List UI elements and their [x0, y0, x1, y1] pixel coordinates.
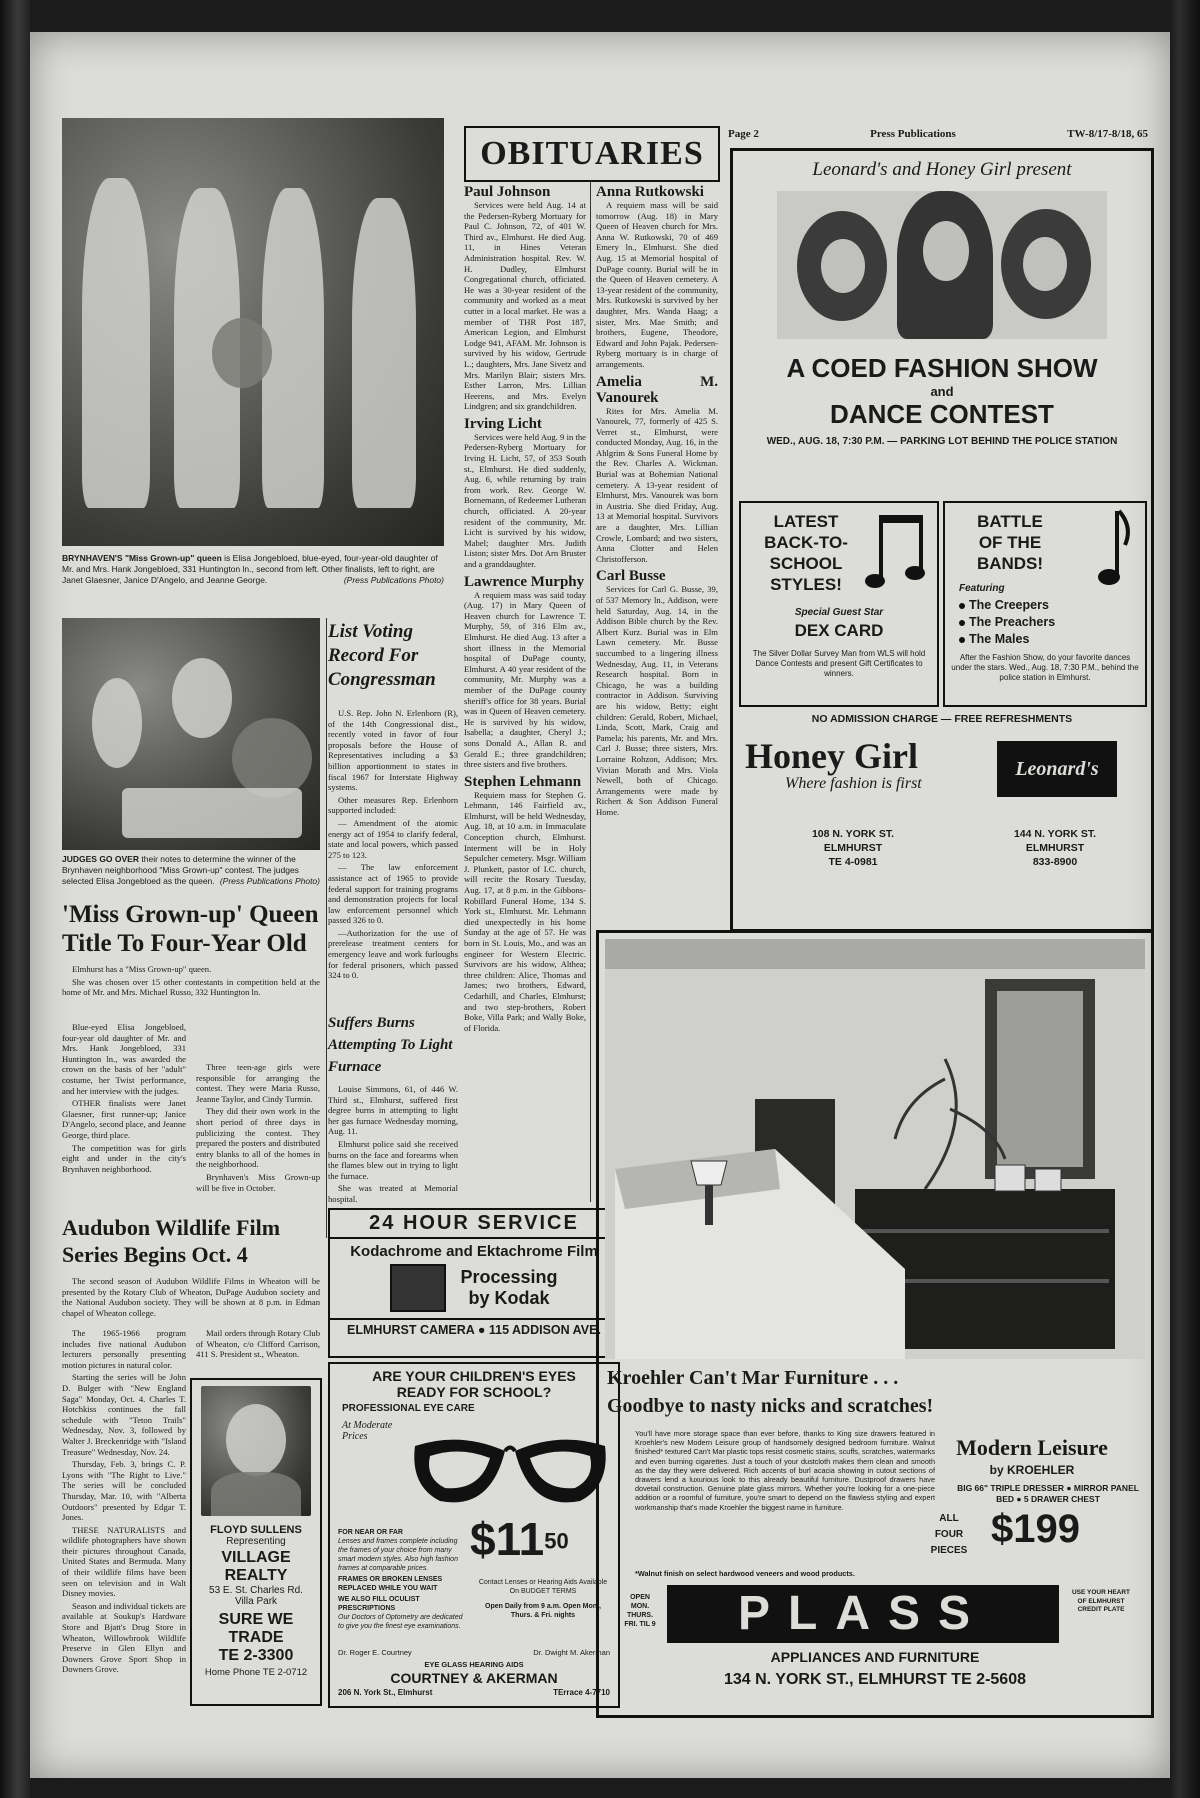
eyes-sub: PROFESSIONAL EYE CARE — [342, 1403, 475, 1414]
eyes-firm: COURTNEY & AKERMAN — [390, 1670, 558, 1686]
audubon-col1 — [62, 1328, 186, 1677]
plass-pieces: PIECES — [930, 1545, 968, 1556]
obit-text: Services were held Aug. 14 at the Pedersen-Ryberg Mortuary for Paul C. Johnson, 72, of 401 W. Third av., Elmhurst. He died Aug. 11, in Hines Veteran Administration hospital. Rev. W. H. Dudley, Elmhurst Congregational church, officiated. He was a 30-year resident of the community and worked as a meat cutter in a local market. He was a member of THR Post 187, American Legion, and Elmhurst Lodge 941, AFAM. Mr. Johnson is survived by his widow, Gertrude L.; daughters, Mrs. Jane Sivetz and Mrs. Marilyn Blair; sisters Mrs. Esther Larron, Mrs. Lillian Heerens, and Mrs. Evelyn Lindgren; and six grandchildren. — [464, 200, 586, 412]
realty-slogan: SURE WE TRADE — [218, 1611, 294, 1646]
honey-girl-logo — [745, 737, 965, 793]
fashion-and: and — [930, 384, 954, 399]
plass-price: $199 — [991, 1507, 1080, 1551]
store2-city: ELMHURST — [1025, 842, 1085, 854]
obit-name: Carl Busse — [596, 568, 666, 585]
eyes-address: 206 N. York St., Elmhurst — [338, 1688, 433, 1697]
judges-photo-credit: (Press Publications Photo) — [219, 876, 320, 886]
voting-para: U.S. Rep. John N. Erlenborn (R), of the 14th Congressional dist., recently voted in favor of four proposals before the House of Representatives including a $3 billion apportionment to states in fiscal 1967 for Interstate Highway systems. — [328, 708, 458, 793]
camera-line2: Processing — [460, 1267, 558, 1287]
queen-caption — [62, 553, 444, 586]
eyes-hours: Open Daily from 9 a.m. Open Mon., Thurs. & Fri. nights — [485, 1603, 601, 1619]
voting-story — [328, 708, 458, 983]
eyes-staff: Our Doctors of Optometry are dedicated to give you the finest eye examinations. — [338, 1614, 463, 1630]
eyes-doc2: Dr. Dwight M. Akerman — [533, 1648, 610, 1657]
plass-address: 134 N. YORK ST., ELMHURST TE 2-5608 — [723, 1671, 1026, 1688]
eyes-lenses: Lenses and frames complete including the frames of your choice from many smart modern styles. Also high fashion frames at comparable prices. — [338, 1538, 458, 1572]
audubon-para: The second season of Audubon Wildlife Films in Wheaton will be presented by the Rotary Club of Wheaton, DuPage Audubon society and the National Audubon society. They will be shown at 8 p.m. in Edman chapel of Wheaton college. — [62, 1276, 320, 1318]
music-note-icon — [1085, 509, 1133, 599]
furnace-story — [328, 1084, 458, 1207]
film-box-icon — [390, 1264, 446, 1312]
bullet-icon — [959, 620, 965, 626]
left-box-line: BACK-TO- — [764, 533, 848, 552]
band-name: The Males — [969, 632, 1030, 646]
right-box-line: BATTLE — [977, 512, 1043, 531]
realty-phone: TE 2-3300 — [218, 1647, 294, 1664]
judges-caption — [62, 854, 320, 887]
bullet-icon — [959, 637, 965, 643]
queen-para: OTHER finalists were Janet Glaesner, first runner-up; Janice D'Angelo, second place, and Jeanne George, third place. — [62, 1098, 186, 1140]
realty-city: Villa Park — [234, 1596, 278, 1607]
obit-column-rule — [590, 182, 591, 1202]
audubon-para: Starting the series will be John D. Bulger with "New England Saga" Monday, Oct. 4. Charles T. Hotchkiss continues the fall schedule with "Teton Trails" Wednesday, Nov. 3, followed by Walter J. Breckenridge with "Island Treasure" Wednesday, Nov. 24. — [62, 1372, 186, 1457]
page-number: Page 2 — [728, 128, 759, 140]
plass-tagline: APPLIANCES AND FURNITURE — [770, 1649, 980, 1665]
furnace-para: Louise Simmons, 61, of 446 W. Third st., Elmhurst, suffered first degree burns in attempting to light her gas furnace Wednesday morning, Aug. 11. — [328, 1084, 458, 1137]
band-item — [959, 631, 1055, 648]
left-box-line: SCHOOL — [769, 554, 843, 573]
obituaries-banner — [464, 126, 720, 182]
realty-representing: Representing — [226, 1536, 286, 1547]
voting-headline: List Voting Record For Congressman — [328, 621, 436, 690]
eyes-ad — [328, 1362, 620, 1708]
plass-headline2: Goodbye to nasty nicks and scratches! — [607, 1395, 934, 1417]
queen-para: She was chosen over 15 other contestants in competition held at the home of Mr. and Mrs. Michael Russo, 332 Huntington ln. — [62, 976, 320, 998]
eyes-near-far: FOR NEAR OR FAR — [338, 1529, 403, 1536]
left-page-edge — [0, 0, 30, 1798]
queen-para: Brynhaven's Miss Grown-up will be five in October. — [196, 1171, 320, 1193]
fashion-ad — [730, 148, 1154, 932]
publisher-name: Press Publications — [870, 128, 956, 140]
honey-girl-name: Honey Girl — [745, 736, 918, 776]
realty-name: FLOYD SULLENS — [210, 1524, 302, 1536]
eyes-phone: TErrace 4-7710 — [553, 1688, 610, 1697]
queen-para: Blue-eyed Elisa Jongebloed, four-year old daughter of Mr. and Mrs. Hank Jongebloed, 331 Huntington ln., was awarded the crown on the basis of her "adult" costume, her Twist performance, and her interview with the judges. — [62, 1022, 186, 1096]
judges-caption-text: their notes to determine the winner of the Brynhaven neighborhood "Miss Grown-up" contest. The judges selected Elisa Jongebloed as the queen. — [62, 854, 299, 886]
store2-address: 144 N. YORK ST. — [1013, 828, 1097, 840]
camera-footer: ELMHURST CAMERA ● 115 ADDISON AVE. — [330, 1318, 618, 1337]
judges-photo — [62, 618, 320, 850]
band-item — [959, 614, 1055, 631]
furnace-para: Elmhurst police said she received burns on the face and forearms when the flames blew out in trying to light the furnace. — [328, 1138, 458, 1181]
plass-line-name: Modern Leisure — [956, 1435, 1108, 1460]
eyeglasses-icon — [410, 1426, 610, 1516]
left-box-line: STYLES! — [770, 575, 842, 594]
realty-company: VILLAGE REALTY — [221, 1549, 291, 1584]
eyes-contact: Contact Lenses or Hearing Aids Available On BUDGET TERMS — [478, 1579, 608, 1595]
bedroom-illustration — [605, 939, 1145, 1359]
band-name: The Preachers — [969, 615, 1056, 629]
eyes-price-cents: 50 — [544, 1528, 569, 1554]
judges-caption-lead: JUDGES GO OVER — [62, 854, 139, 864]
fashion-present: Leonard's and Honey Girl present — [812, 159, 1072, 180]
plass-items: BIG 66" TRIPLE DRESSER ● MIRROR PANEL BED ● 5 DRAWER CHEST — [957, 1483, 1139, 1504]
camera-line1: Kodachrome and Ektachrome Film — [350, 1243, 598, 1260]
honey-girl-tagline: Where fashion is first — [785, 775, 922, 792]
obit-name: Amelia M. Vanourek — [596, 373, 718, 406]
queen-photo — [62, 118, 444, 546]
right-box-line: OF THE — [978, 533, 1042, 552]
obit-name: Anna Rutkowski — [596, 184, 704, 200]
left-box-line: LATEST — [773, 512, 839, 531]
store2-phone: 833-8900 — [1032, 856, 1078, 868]
bullet-icon — [959, 603, 965, 609]
queen-para: Elmhurst has a "Miss Grown-up" queen. — [72, 964, 212, 974]
queen-story-col2 — [196, 1062, 320, 1195]
eyes-aids: EYE GLASS HEARING AIDS — [424, 1660, 524, 1669]
newspaper-page — [30, 32, 1170, 1778]
obit-text: Rites for Mrs. Amelia M. Vanourek, 77, formerly of 425 S. Verret st., Elmhurst, were conducted Monday, Aug. 16, in the Ahlgrim & Sons Funeral Home by the Rev. Charles A. Wickman. Burial was at Bohemian National cemetery. A 13-year resident of Elmhurst, Mrs. Vanourek was born in Austria. She died Friday, Aug. 13 at Memorial hospital. Survivors are a daughter, Mrs. Lillian Crowle, Lombard; and two sisters, Anna Clotter and Helen Christofferson. — [596, 405, 718, 564]
masthead — [728, 128, 1148, 140]
voting-para: — The law enforcement assistance act of 1965 to provide federal support for training programs and demonstration projects for local law enforcement personnel which passed 326 to 0. — [328, 862, 458, 926]
plass-headline1: Kroehler Can't Mar Furniture . . . — [607, 1367, 899, 1389]
obit-text: A requiem mass will be said tomorrow (Aug. 18) in Mary Queen of Heaven church for Mrs. Anna W. Rutkowski, 70 of 469 Emery ln., Elmhurst. She died Aug. 15 at Memorial hospital of DuPage county. Burial will be in the Queen of Heaven cemetery. A 13-year resident of the community, Mrs. Rutkowski is survived by her daughter, Mrs. Wanda Haag; a sister, Mrs. Mae Smith; and brothers, Eugene, Theodore, Edward and John Pajak. Pedersen-Ryberg mortuary is in charge of arrangements. — [596, 200, 718, 369]
fashion-free: NO ADMISSION CHARGE — FREE REFRESHMENTS — [811, 713, 1073, 725]
obit-col2 — [596, 184, 718, 819]
left-box-note: The Silver Dollar Survey Man from WLS will hold Dance Contests and present Gift Certificates to winners. — [752, 649, 926, 678]
fashion-title2: DANCE CONTEST — [830, 399, 1054, 429]
store1-phone: TE 4-0981 — [828, 856, 878, 868]
obituaries-title: OBITUARIES — [480, 135, 704, 172]
queen-photo-credit: (Press Publications Photo) — [343, 575, 444, 585]
plass-ad — [596, 930, 1154, 1718]
eyes-moderate: At Moderate Prices — [342, 1420, 393, 1442]
obit-text: Services for Carl G. Busse, 39, of 537 Memory ln., Addison, were held Saturday, Aug. 14, in the Addison Bible church by the Rev. Albert Kurz. Burial was in Elm Lawn cemetery. Mr. Busse succumbed to a lingering illness Wednesday, Aug. 11, in Veterans Research hospital. Born in Chicago, he was a building contractor in Addison. Surviving are his widow, Betty; eight children: Gerald, Robert, Michael, Linda, Scott, Mark, Craig and Pamela; his parents, Mr. and Mrs. Carl J. Busse; three sisters, Mrs. Lorraine Rohzon, Addison; Mrs. Vivian Morath and Mrs. Viola Newell, both of Chicago. Arrangements were made by Richert & Son Addison Funeral Home. — [596, 584, 718, 817]
right-box-featuring: Featuring — [959, 583, 1005, 594]
fashion-title1: A COED FASHION SHOW — [786, 353, 1098, 383]
left-box-guest: Special Guest Star — [794, 607, 884, 618]
column-rule — [326, 618, 327, 1238]
queen-story-col1 — [62, 964, 320, 1000]
fashion-right-box — [943, 501, 1147, 707]
left-box-star: DEX CARD — [794, 621, 884, 640]
queen-para: They did their own work in the short period of three days in publicizing the contest. They prepared the posters and distributed entry blanks to all of the homes in the neighborhood. — [196, 1106, 320, 1170]
queen-para: The competition was for girls eight and under in the city's Brynhaven neighborhood. — [62, 1142, 186, 1174]
obit-text: Requiem mass for Stephen G. Lehmann, 146 Fairfield av., Elmhurst, will be held Wednesday, Aug. 18, at 10 a.m. in Immaculate Conception church, Elmhurst. Interment will be in Holy Sepulcher cemetery. Msgr. William J. Plunkett, pastor of I.C. church, will recite the Rosary Tuesday, Aug. 17, at 8 p.m. in the Gibbons-Robillard Funeral Home, 134 S. York st., Elmhurst. Mr. Lehmann died unexpectedly in his home Sunday at the age of 57. He was born in St. Louis, Mo., and was an engineer for Western Electric. Survivors are his widow, Althea; three children: Alice, Thomas and James; two brothers, Edward, Cedarhill, and Charles, Elmhurst; and two step-brothers, Robert Boke, Villa Park; and Wally Boke, of Florida. — [464, 789, 586, 1033]
eyes-broken: FRAMES OR BROKEN LENSES REPLACED WHILE YOU WAIT — [338, 1576, 443, 1592]
leonards-logo — [997, 741, 1117, 797]
leonards-name: Leonard's — [1015, 758, 1099, 780]
plass-by: by KROEHLER — [989, 1463, 1075, 1477]
store1-city: ELMHURST — [823, 842, 883, 854]
obit-text: Services were held Aug. 9 in the Pedersen-Ryberg Mortuary for Irving H. Licht, 57, of 353 South st., Elmhurst. He died suddenly, Aug. 6, while returning by train from work. Rev. George W. Bornemann, of Redeemer Lutheran church, officiated. A 20-year resident of the community, Mr. Licht is survived by his widow, Mabel; daughter Mrs. Judith Liston; sister Mrs. Dot Arn Bruster and a granddaughter. — [464, 431, 586, 569]
audubon-mail-orders: Mail orders through Rotary Club of Wheaton, c/o Clifford Carrison, 411 S. President st., Wheaton. — [196, 1328, 320, 1360]
eyes-price: $11 — [470, 1513, 545, 1565]
obit-name: Stephen Lehmann — [464, 773, 582, 790]
camera-line3: by Kodak — [468, 1288, 550, 1308]
audubon-para: THESE NATURALISTS and wildlife photographers have shown their pictures throughout Canada, United States and Bermuda. Many of their wildlife films have been seen on television and in Walt Disney movies. — [62, 1524, 186, 1599]
right-page-edge — [1170, 0, 1200, 1798]
obit-text: A requiem mass was said today (Aug. 17) in Mary Queen of Heaven church for Lawrence T. Murphy, 59, of 316 Elm av., Elmhurst. He died Aug. 13 after a short illness in the Memorial hospital of DuPage county, Elmhurst. A 40 year resident of the community, Mr. Murphy was a member of the DuPage county sheriff's office for 38 years. Burial was in Queen of Heaven cemetery. He is survived by his widow, Isabella; a daughter, Cheryl J.; sons Donald A., Allan R. and Gerald E.; three grandchildren; three sisters and five brothers. — [464, 589, 586, 770]
fashion-photo — [777, 191, 1107, 339]
audubon-para: Thursday, Feb. 3, brings C. P. Lyons with "The Right to Live." The series will be concluded Thursday, Mar. 10, with "Alberta Outdoors" presented by Edgar T. Jones. — [62, 1459, 186, 1523]
audubon-headline: Audubon Wildlife Film Series Begins Oct. 4 — [62, 1215, 281, 1267]
audubon-para: Season and individual tickets are available at Soukup's Hardware Store and Bjatt's Drug Store in Wheaton, Willowbrook Wildlife Preserve in Glen Ellyn and Downers Grove Sport Shop in Downers Grove. — [62, 1600, 186, 1675]
right-box-line: BANDS! — [976, 554, 1044, 573]
queen-caption-text: is Elisa Jongebloed, blue-eyed, four-year-old daughter of Mr. and Mrs. Hank Jongebloed, 331 Huntington ln., second from left. Other finalists, left to right, are Janet Glaesner, Janice D'Angelo, and Jeanne George. — [62, 553, 438, 585]
plass-footnote: *Walnut finish on select hardwood veneers and wood products. — [635, 1569, 855, 1578]
realty-portrait — [201, 1386, 311, 1516]
fashion-when: WED., AUG. 18, 7:30 P.M. — PARKING LOT BEHIND THE POLICE STATION — [766, 436, 1118, 447]
plass-all: ALL — [939, 1513, 959, 1524]
obit-name: Lawrence Murphy — [464, 573, 585, 590]
fashion-left-box — [739, 501, 939, 707]
right-box-note: After the Fashion Show, do your favorite dances under the stars. Wed., Aug. 18, 7:30 P.M., behind the police station in Elmhurst. — [951, 653, 1139, 682]
queen-para: Three teen-age girls were responsible for arranging the contest. They were Maria Russo, Jeanne Taylor, and Cindy Turmin. — [196, 1062, 320, 1104]
queen-headline: 'Miss Grown-up' Queen Title To Four-Year Old — [62, 901, 319, 957]
eyes-headline2: READY FOR SCHOOL? — [396, 1384, 552, 1400]
plass-store-name: PLASS — [737, 1587, 989, 1640]
plass-credit: USE YOUR HEART OF ELMHURST CREDIT PLATE — [1071, 1589, 1131, 1613]
voting-para: Other measures Rep. Erlenborn supported included: — [328, 794, 458, 816]
issue-date: TW-8/17-8/18, 65 — [1067, 128, 1148, 140]
camera-banner: 24 HOUR SERVICE — [330, 1210, 618, 1239]
queen-caption-lead: BRYNHAVEN'S "Miss Grown-up" queen — [62, 553, 222, 563]
store1-address: 108 N. YORK ST. — [811, 828, 895, 840]
obit-name: Paul Johnson — [464, 184, 551, 200]
realty-ad — [190, 1378, 322, 1706]
plass-four: FOUR — [934, 1529, 964, 1540]
audubon-lead — [62, 1276, 320, 1320]
plass-hours: OPEN MON. THURS. FRI. TIL 9 — [624, 1594, 656, 1628]
music-notes-icon — [865, 511, 929, 601]
obit-name: Irving Licht — [464, 415, 542, 432]
furnace-headline: Suffers Burns Attempting To Light Furnace — [328, 1015, 453, 1075]
plass-logo — [667, 1585, 1059, 1643]
obit-col1 — [464, 184, 586, 1035]
audubon-mail — [196, 1328, 320, 1362]
eyes-headline1: ARE YOUR CHILDREN'S EYES — [372, 1368, 576, 1384]
realty-home-phone: Home Phone TE 2-0712 — [204, 1667, 308, 1678]
plass-copy: You'll have more storage space than ever before, thanks to King size drawers featured in Kroehler's new Modern Leisure group of handsomely designed bedroom furniture. Walnut finished* textured Can't Mar plastic tops resist cosmetic stains, scuffs, scratches, watermarks and even burning cigarettes. Just a touch of your dustcloth makes them clean and smooth as the day they were delivered. Rich accents of burl acacia showing in cutout sections of drawers lend a luxurious look to this already beautiful furniture. Dustproof drawers have dovetail construction. Genuine plate glass mirrors. Whether you're looking for a one-piece addition or a roomful of furniture, you're smart to depend on the flawless styling and expert workmanship that's made Kroehler the biggest name in furniture. — [635, 1429, 935, 1512]
eyes-fill: WE ALSO FILL OCULIST PRESCRIPTIONS — [338, 1596, 420, 1612]
furnace-para: She was treated at Memorial hospital. — [328, 1183, 458, 1204]
band-name: The Creepers — [969, 598, 1049, 612]
queen-story-col1b — [62, 1022, 186, 1176]
band-item — [959, 597, 1055, 614]
camera-ad — [328, 1208, 620, 1358]
eyes-doc1: Dr. Roger E. Courtney — [338, 1648, 412, 1657]
audubon-para: The 1965-1966 program includes five national Audubon lecturers personally presenting motion pictures in natural color. — [62, 1328, 186, 1370]
voting-para: — Amendment of the atomic energy act of 1954 to clarify federal, state and local powers, which passed 275 to 123. — [328, 817, 458, 860]
realty-address: 53 E. St. Charles Rd. — [209, 1585, 303, 1596]
voting-para: —Authorization for the use of prerelease treatment centers for emergency leave and work furloughs for federal prisoners, which passed 324 to 0. — [328, 927, 458, 981]
